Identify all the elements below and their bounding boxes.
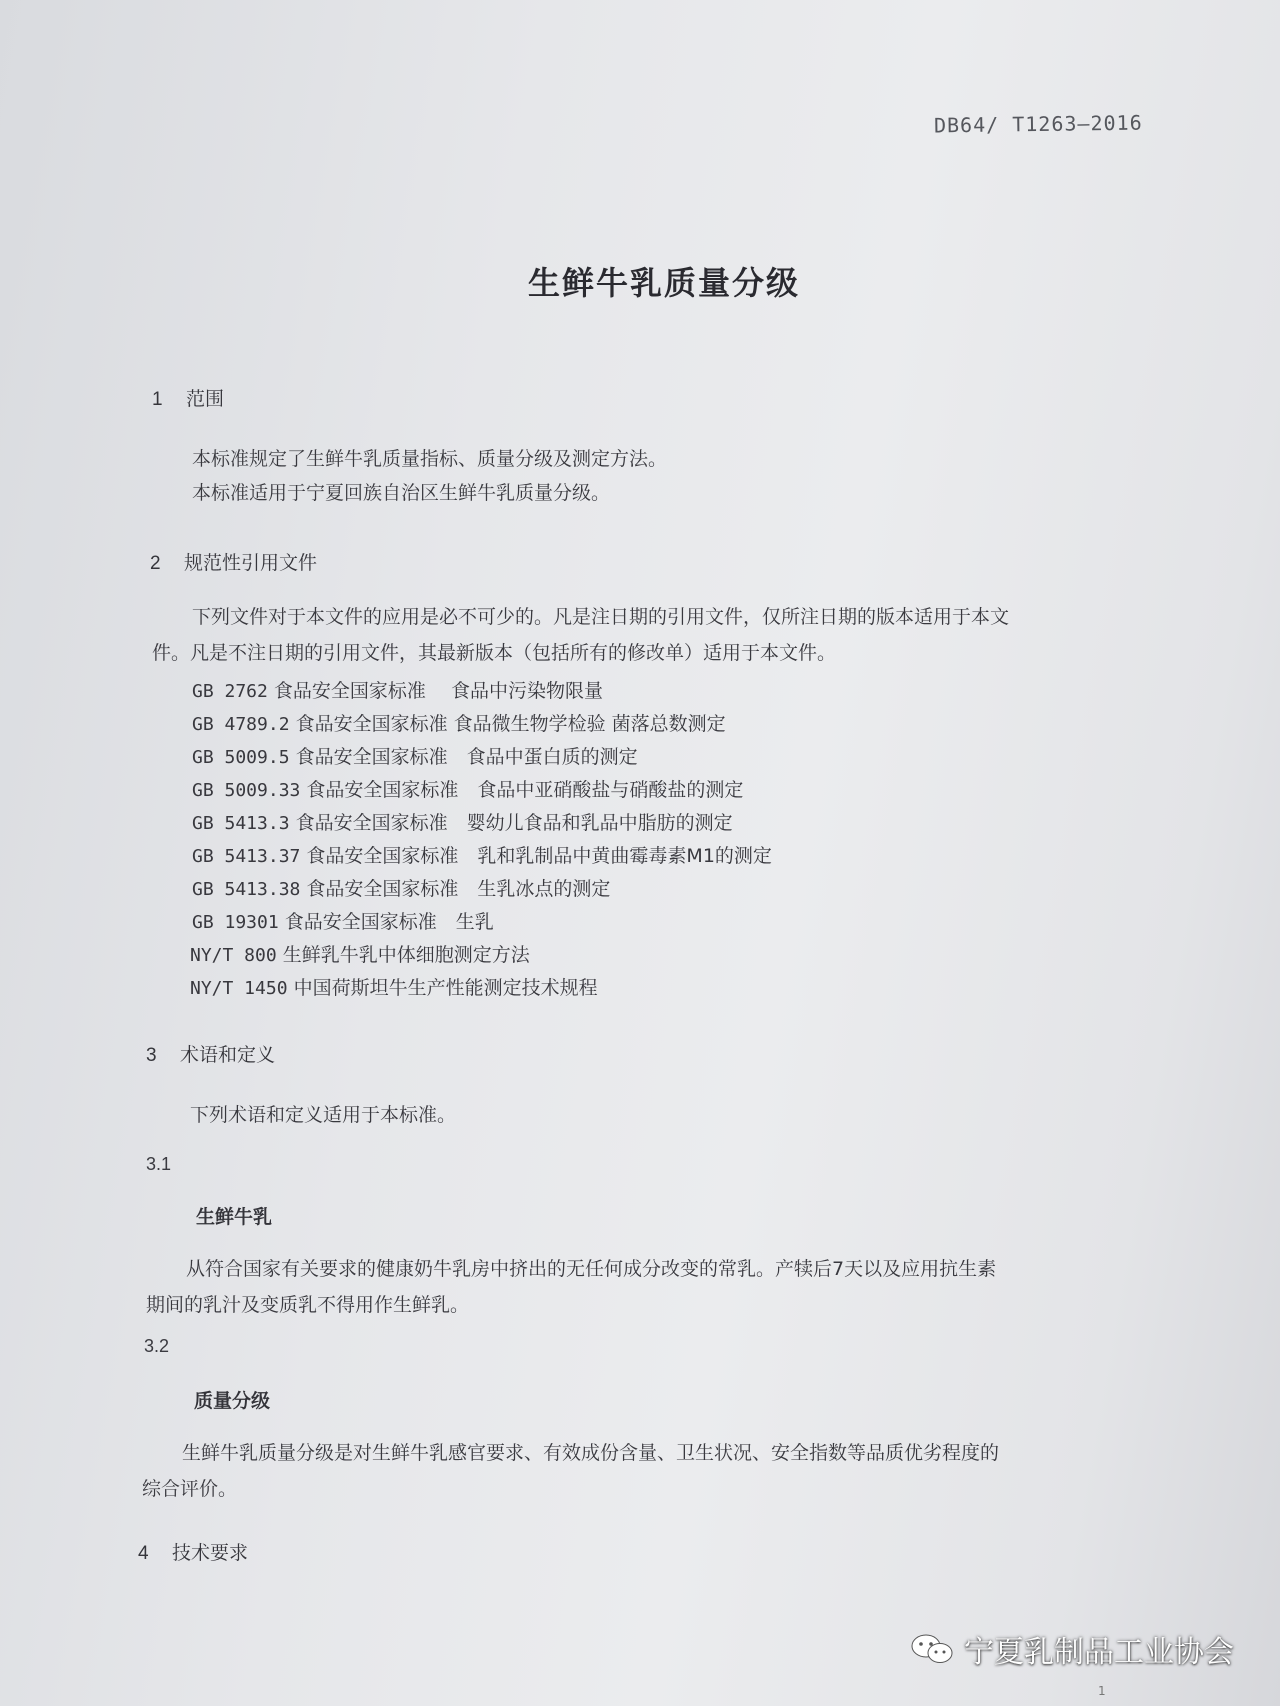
- term-number: 3.1: [146, 1154, 172, 1174]
- reference-code: NY/T 800: [190, 945, 277, 966]
- section-1-heading: [152, 384, 224, 411]
- section-3-intro: 下列术语和定义适用于本标准。: [190, 1104, 457, 1126]
- reference-code: GB 5413.38: [192, 879, 301, 900]
- reference-item: [192, 742, 638, 769]
- term-definition-line-2: 综合评价。: [142, 1478, 238, 1500]
- section-4-title: 技术要求: [172, 1542, 249, 1564]
- reference-title: 食品安全国家标准 生乳: [284, 911, 494, 933]
- reference-title: 食品安全国家标准 食品微生物学检验 菌落总数测定: [295, 713, 726, 735]
- term-definition-line-1: 生鲜牛乳质量分级是对生鲜牛乳感官要求、有效成份含量、卫生状况、安全指数等品质优劣程度的: [182, 1442, 1000, 1464]
- reference-code: GB 2762: [192, 681, 268, 702]
- reference-item: [190, 973, 598, 1000]
- reference-title: 食品安全国家标准 生乳冰点的测定: [306, 878, 611, 900]
- page-title: 生鲜牛乳质量分级: [528, 264, 801, 302]
- term-definition-line-1: 从符合国家有关要求的健康奶牛乳房中挤出的无任何成分改变的常乳。产犊后7天以及应用抗生素: [186, 1258, 997, 1280]
- reference-title: 生鲜乳牛乳中体细胞测定方法: [282, 944, 530, 966]
- reference-item: [192, 907, 494, 934]
- term-title: 质量分级: [194, 1390, 271, 1412]
- reference-title: 食品安全国家标准 食品中蛋白质的测定: [295, 746, 638, 768]
- reference-title: 食品安全国家标准 婴幼儿食品和乳品中脂肪的测定: [295, 812, 733, 834]
- section-4-heading: [138, 1538, 248, 1565]
- section-1-line-2: 本标准适用于宁夏回族自治区生鲜牛乳质量分级。: [192, 482, 611, 504]
- reference-title: 中国荷斯坦牛生产性能测定技术规程: [293, 977, 598, 999]
- reference-item: [192, 874, 610, 901]
- section-4-number: 4: [138, 1543, 149, 1564]
- reference-code: GB 4789.2: [192, 714, 290, 735]
- page-number: 1: [1098, 1684, 1106, 1698]
- reference-code: GB 5009.5: [192, 747, 290, 768]
- reference-item: [192, 676, 603, 703]
- term-number: 3.2: [144, 1336, 170, 1356]
- wechat-icon: [910, 1633, 954, 1665]
- section-3-title: 术语和定义: [180, 1044, 276, 1066]
- reference-code: GB 19301: [192, 912, 279, 933]
- reference-title: 食品安全国家标准 乳和乳制品中黄曲霉毒素M1的测定: [306, 845, 772, 867]
- watermark-text: 宁夏乳制品工业协会: [964, 1635, 1234, 1670]
- reference-code: GB 5009.33: [192, 780, 301, 801]
- reference-code: GB 5413.3: [192, 813, 290, 834]
- section-3-number: 3: [146, 1045, 157, 1066]
- section-2-heading: [150, 548, 317, 575]
- reference-item: [192, 775, 743, 802]
- watermark: [910, 1627, 1234, 1671]
- section-2-intro-line-2: 件。凡是不注日期的引用文件，其最新版本（包括所有的修改单）适用于本文件。: [152, 642, 837, 664]
- section-1-line-1: 本标准规定了生鲜牛乳质量指标、质量分级及测定方法。: [192, 448, 668, 470]
- reference-item: [190, 940, 530, 967]
- reference-code: NY/T 1450: [190, 978, 288, 999]
- reference-item: [192, 808, 733, 835]
- section-2-intro-line-1: 下列文件对于本文件的应用是必不可少的。凡是注日期的引用文件，仅所注日期的版本适用于本文: [192, 606, 1010, 628]
- reference-item: [192, 841, 772, 868]
- section-1-title: 范围: [186, 388, 225, 410]
- reference-item: [192, 709, 726, 736]
- section-3-heading: [146, 1040, 275, 1067]
- reference-code: GB 5413.37: [192, 846, 301, 867]
- term-title: 生鲜牛乳: [196, 1206, 273, 1228]
- term-definition-line-2: 期间的乳汁及变质乳不得用作生鲜乳。: [146, 1294, 470, 1316]
- doc-code: DB64/ T1263—2016: [933, 110, 1143, 138]
- reference-title: 食品安全国家标准 食品中亚硝酸盐与硝酸盐的测定: [306, 779, 744, 801]
- section-2-number: 2: [150, 553, 161, 574]
- section-2-title: 规范性引用文件: [184, 552, 318, 574]
- section-1-number: 1: [152, 389, 163, 410]
- reference-title: 食品安全国家标准 食品中污染物限量: [273, 680, 603, 702]
